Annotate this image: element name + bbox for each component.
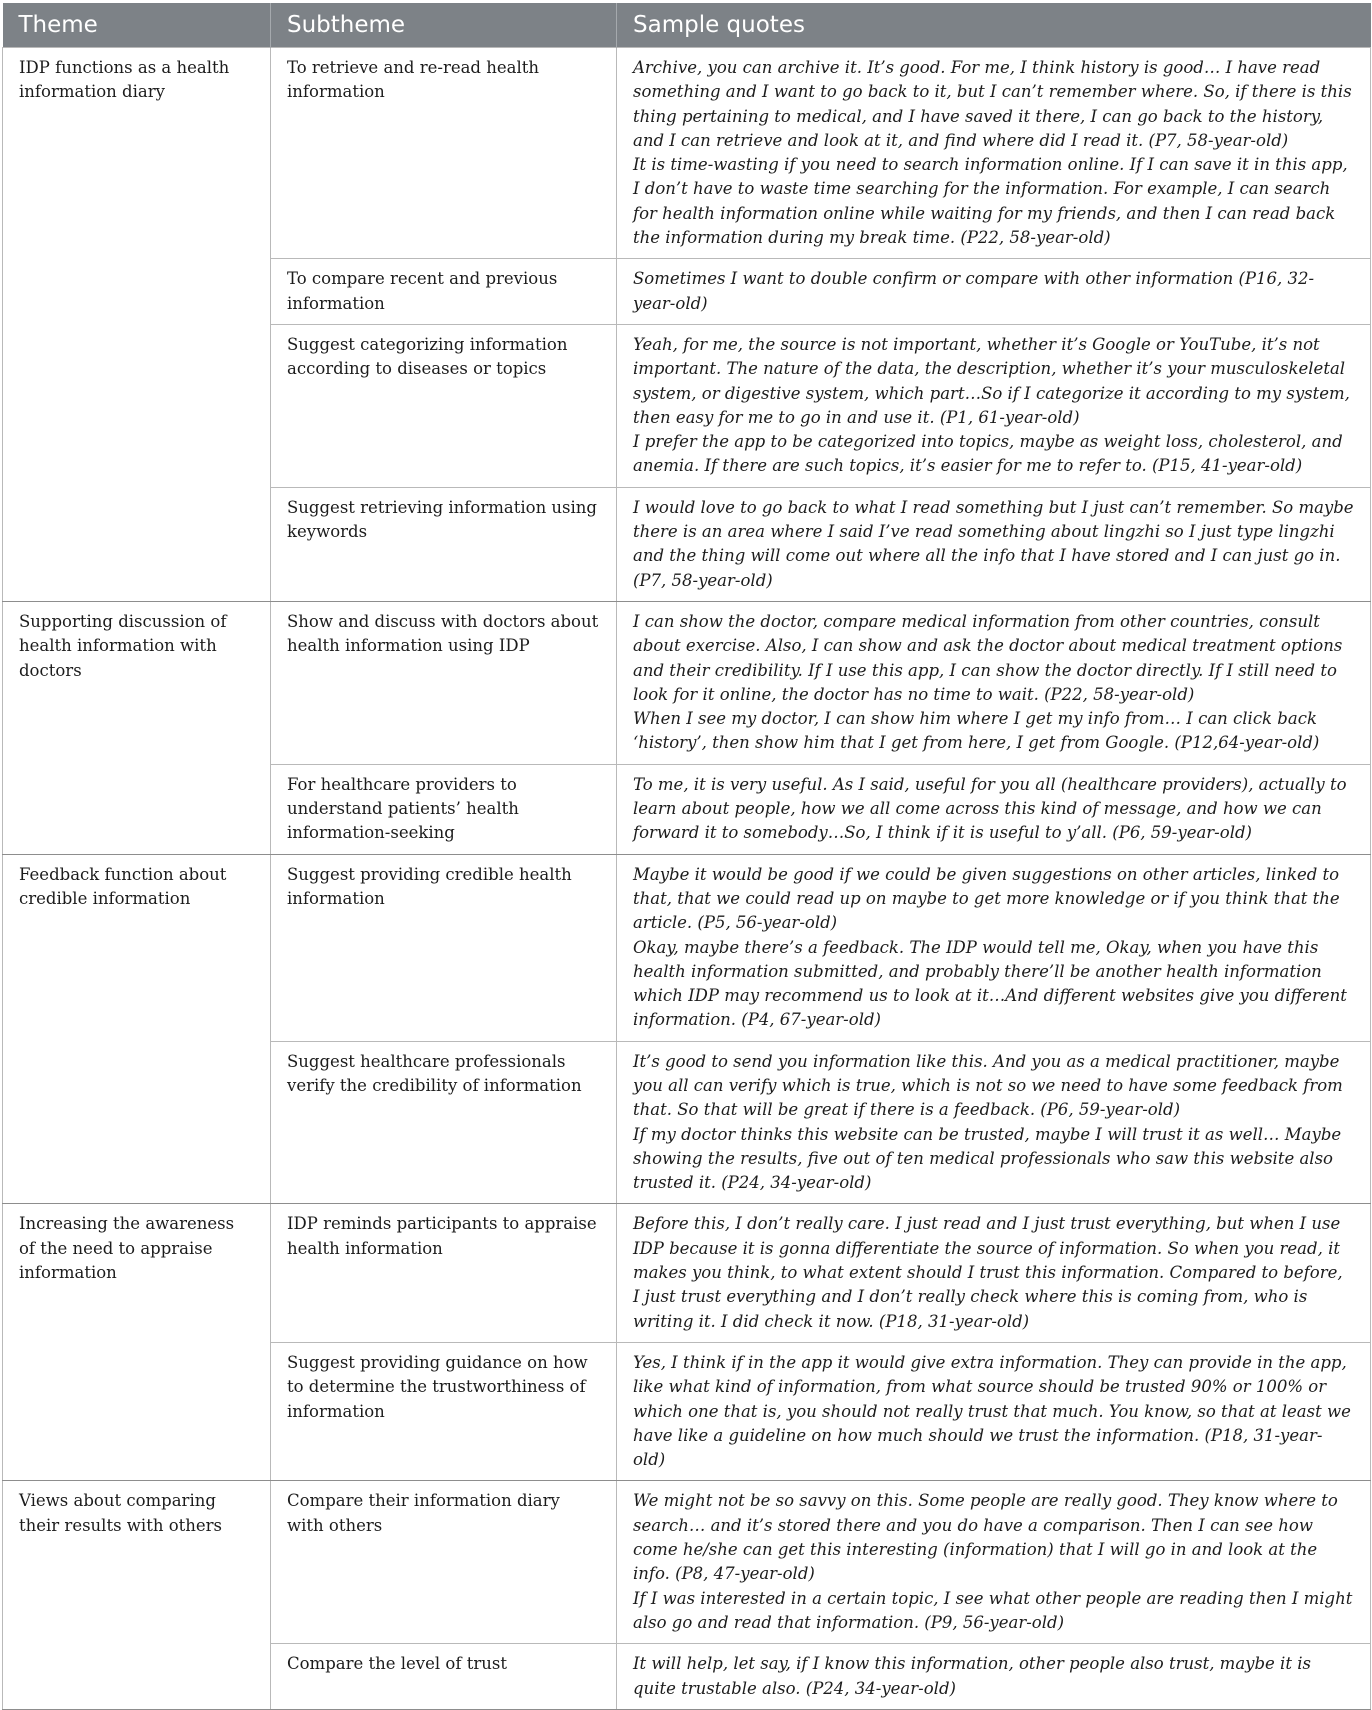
quotes-cell xyxy=(617,854,1371,1041)
quote-text: Archive, you can archive it. It’s good. For me, I think history is good… I have read something and I want to go back to it, but I can’t remember where. So, if there is this thing pertaining to medical, and I have saved it there, I can go back to the history, and I can retrieve and look at it, and find where did I read it. (P7, 58-year-old) xyxy=(633,58,1352,150)
subtheme-cell: Suggest retrieving information using keywords xyxy=(271,487,617,601)
header-sample-quotes: Sample quotes xyxy=(617,3,1371,48)
quote-text: To me, it is very useful. As I said, useful for you all (healthcare providers), actually to learn about people, how we all come across this kind of message, and how we can forward it to somebody…So, I think if it is useful to y’all. (P6, 59-year-old) xyxy=(633,774,1347,843)
quote-text: Sometimes I want to double confirm or compare with other information (P16, 32-year-old) xyxy=(633,269,1315,313)
quote-text: It is time-wasting if you need to search information online. If I can save it in this app, I don’t have to waste time searching for the information. For example, I can search for health information online while waiting for my friends, and then I can read back the information during my break time. (P22, 58-year-old) xyxy=(633,155,1348,248)
subtheme-cell: IDP reminds participants to appraise health information xyxy=(271,1204,617,1342)
theme-cell: Views about comparing their results with others xyxy=(3,1481,271,1709)
quote-text: Before this, I don’t really care. I just read and I just trust everything, but when I use IDP because it is gonna differentiate the source of information. So when you read, it makes you think, to what extent should I trust this information. Compared to before, I just trust everything and I don’t really check where this is coming from, who is writing it. I did check it now. (P18, 31-year-old) xyxy=(633,1214,1343,1331)
quote-text: It’s good to send you information like this. And you as a medical practitioner, maybe you all can verify which is true, which is not so we need to have some feedback from that. So that will be great if there is a feedback. (P6, 59-year-old) xyxy=(633,1051,1343,1120)
quotes-cell xyxy=(617,324,1371,487)
theme-cell: Supporting discussion of health information with doctors xyxy=(3,601,271,854)
quote-text: When I see my doctor, I can show him where I get my info from… I can click back ‘history’, then show him that I get from here, I get from Google. (P12,64-year-old) xyxy=(633,709,1320,753)
header-row xyxy=(3,3,1371,48)
subtheme-cell: To compare recent and previous information xyxy=(271,259,617,325)
subtheme-cell: Suggest categorizing information according to diseases or topics xyxy=(271,324,617,487)
table-row xyxy=(3,1481,1371,1644)
table-row xyxy=(3,601,1371,764)
subtheme-cell: For healthcare providers to understand patients’ health information-seeking xyxy=(271,764,617,854)
quote-text: I can show the doctor, compare medical information from other countries, consult about exercise. Also, I can show and ask the doctor about medical treatment options and their credibility. If I use this app, I can show the doctor directly. If I still need to look for it online, the doctor has no time to wait. (P22, 58-year-old) xyxy=(633,611,1343,704)
quotes-cell xyxy=(617,601,1371,764)
quotes-cell xyxy=(617,1481,1371,1644)
themes-table xyxy=(2,3,1371,1710)
subtheme-cell: Suggest providing guidance on how to determine the trustworthiness of information xyxy=(271,1342,617,1480)
quote-text: I prefer the app to be categorized into topics, maybe as weight loss, cholesterol, and anemia. If there are such topics, it’s easier for me to refer to. (P15, 41-year-old) xyxy=(633,432,1343,476)
quote-text: Yeah, for me, the source is not important, whether it’s Google or YouTube, it’s not important. The nature of the data, the description, whether it’s your musculoskeletal system, or digestive system, which part…So if I categorize it according to my system, then easy for me to go in and use it. (P1, 61-year-old) xyxy=(633,334,1350,427)
quotes-cell xyxy=(617,1342,1371,1480)
quote-text: Okay, maybe there’s a feedback. The IDP would tell me, Okay, when you have this health information submitted, and probably there’ll be another health information which IDP may recommend us to look at it…And different websites give you different information. (P4, 67-year-old) xyxy=(633,937,1347,1030)
subtheme-cell: Suggest providing credible health information xyxy=(271,854,617,1041)
subtheme-cell: To retrieve and re-read health information xyxy=(271,48,617,259)
quote-text: Yes, I think if in the app it would give extra information. They can provide in the app, like what kind of information, from what source should be trusted 90% or 100% or which one that is, you should not really trust that much. You know, so that at least we have like a guideline on how much should we trust the information. (P18, 31-year-old) xyxy=(633,1352,1351,1470)
header-theme: Theme xyxy=(3,3,271,48)
theme-cell: Feedback function about credible information xyxy=(3,854,271,1204)
quotes-cell xyxy=(617,764,1371,854)
subtheme-cell: Compare the level of trust xyxy=(271,1644,617,1710)
quote-text: Maybe it would be good if we could be given suggestions on other articles, linked to that, that we could read up on maybe to get more knowledge or if you think that the article. (P5, 56-year-old) xyxy=(633,864,1340,933)
quotes-cell xyxy=(617,1041,1371,1204)
quotes-cell xyxy=(617,48,1371,259)
quote-text: If my doctor thinks this website can be trusted, maybe I will trust it as well… Maybe showing the results, five out of ten medical professionals who saw this website also trusted it. (P24, 34-year-old) xyxy=(633,1124,1342,1193)
subtheme-cell: Suggest healthcare professionals verify the credibility of information xyxy=(271,1041,617,1204)
quotes-cell xyxy=(617,259,1371,325)
subtheme-cell: Show and discuss with doctors about health information using IDP xyxy=(271,601,617,764)
table-row xyxy=(3,854,1371,1041)
theme-cell: Increasing the awareness of the need to appraise information xyxy=(3,1204,271,1481)
table-row xyxy=(3,48,1371,259)
quote-text: It will help, let say, if I know this information, other people also trust, maybe it is quite trustable also. (P24, 34-year-old) xyxy=(633,1654,1311,1698)
quote-text: If I was interested in a certain topic, I see what other people are reading then I might also go and read that information. (P9, 56-year-old) xyxy=(633,1588,1353,1632)
quotes-cell xyxy=(617,1644,1371,1710)
quote-text: We might not be so savvy on this. Some people are really good. They know where to search… and it’s stored there and you do have a comparison. Then I can see how come he/she can get this interesting (information) that I will go in and look at the info. (P8, 47-year-old) xyxy=(633,1491,1338,1584)
quote-text: I would love to go back to what I read something but I just can’t remember. So maybe there is an area where I said I’ve read something about lingzhi so I just type lingzhi and the thing will come out where all the info that I have stored and I can just go in. (P7, 58-year-old) xyxy=(633,497,1354,590)
table-row xyxy=(3,1204,1371,1342)
theme-cell: IDP functions as a health information diary xyxy=(3,48,271,602)
header-subtheme: Subtheme xyxy=(271,3,617,48)
quotes-cell xyxy=(617,1204,1371,1342)
quotes-cell xyxy=(617,487,1371,601)
subtheme-cell: Compare their information diary with others xyxy=(271,1481,617,1644)
